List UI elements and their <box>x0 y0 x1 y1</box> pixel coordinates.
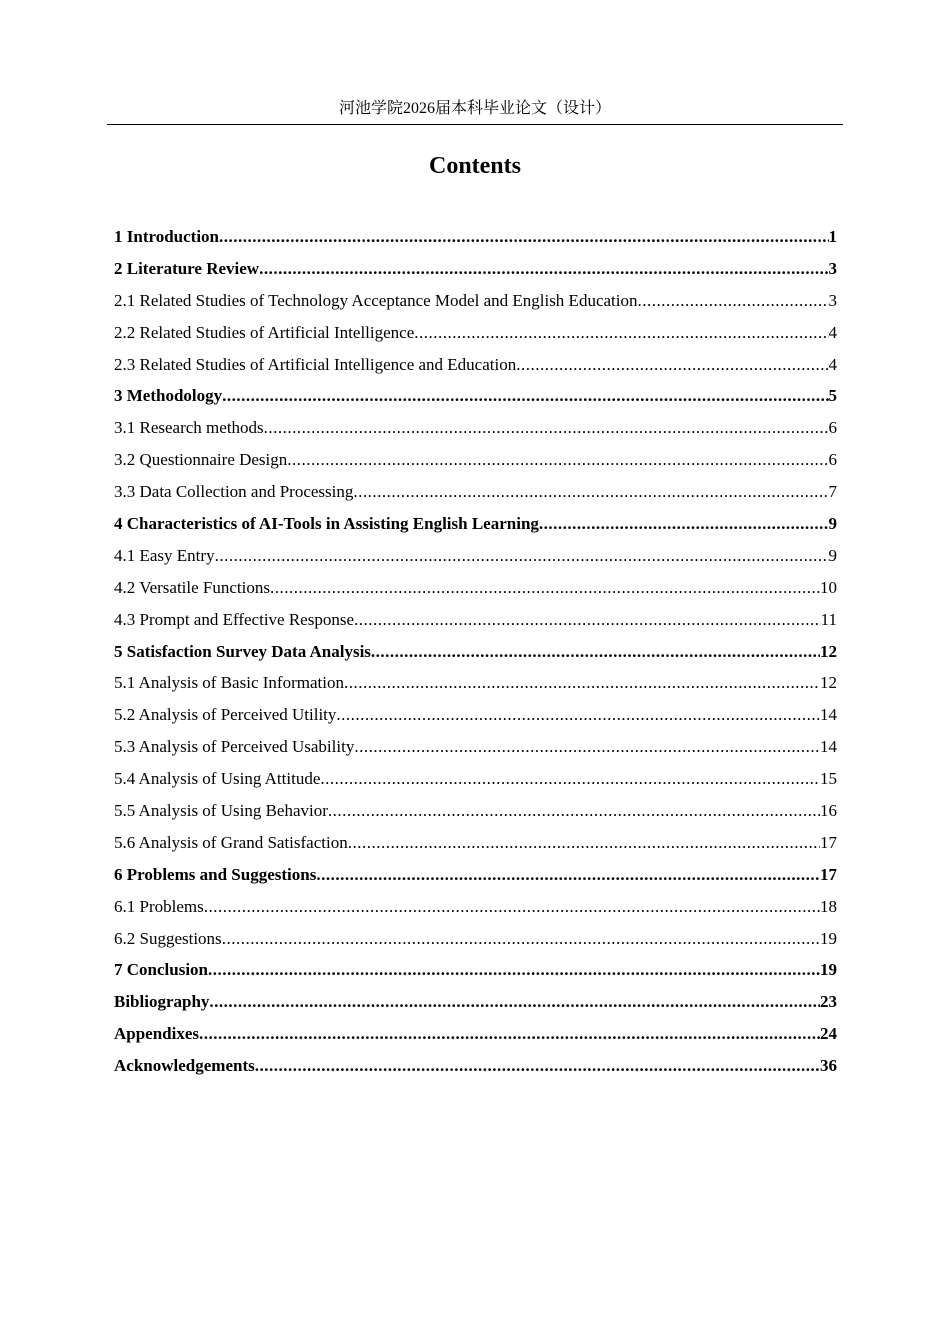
toc-entry-page: 19 <box>820 928 837 948</box>
toc-dot-leader <box>204 892 820 922</box>
toc-entry-page: 19 <box>820 960 837 980</box>
toc-entry[interactable] <box>114 318 837 350</box>
toc-dot-leader <box>348 828 820 858</box>
toc-dot-leader <box>637 286 828 316</box>
toc-entry[interactable] <box>114 222 837 254</box>
toc-entry[interactable] <box>114 637 837 669</box>
toc-entry[interactable] <box>114 1019 837 1051</box>
table-of-contents <box>114 222 837 1083</box>
toc-entry-page: 1 <box>828 227 837 246</box>
toc-entry[interactable] <box>114 828 837 860</box>
toc-entry-label: 5.1 Analysis of Basic Information <box>114 673 344 693</box>
toc-dot-leader <box>264 413 829 443</box>
toc-dot-leader <box>516 350 828 380</box>
toc-entry-label: 2 Literature Review <box>114 258 260 278</box>
toc-entry-page: 17 <box>820 832 837 852</box>
toc-entry-label: 3.1 Research methods <box>114 418 264 438</box>
toc-entry-label: Acknowledgements <box>114 1056 255 1076</box>
toc-entry[interactable] <box>114 286 837 318</box>
toc-entry-label: Appendixes <box>114 1024 200 1044</box>
toc-dot-leader <box>270 573 820 603</box>
toc-entry[interactable] <box>114 541 837 573</box>
toc-dot-leader <box>222 381 828 411</box>
toc-entry-label: 6.2 Suggestions <box>114 928 222 948</box>
toc-entry[interactable] <box>114 987 837 1019</box>
toc-entry-page: 7 <box>828 482 837 502</box>
toc-dot-leader <box>354 732 820 762</box>
header-rule <box>107 124 843 125</box>
toc-entry[interactable] <box>114 668 837 700</box>
toc-entry-page: 12 <box>820 641 837 661</box>
toc-entry-label: 5 Satisfaction Survey Data Analysis <box>114 641 371 661</box>
toc-dot-leader <box>199 1019 820 1049</box>
toc-dot-leader <box>539 509 829 539</box>
toc-entry-label: 5.3 Analysis of Perceived Usability <box>114 737 355 757</box>
toc-dot-leader <box>222 924 820 954</box>
toc-entry-page: 4 <box>828 322 837 342</box>
toc-entry-page: 24 <box>820 1024 837 1044</box>
toc-entry-label: 2.1 Related Studies of Technology Acceptance Model and English Education <box>114 290 638 310</box>
toc-entry-label: 5.4 Analysis of Using Attitude <box>114 769 321 789</box>
toc-dot-leader <box>259 254 828 284</box>
toc-entry[interactable] <box>114 573 837 605</box>
toc-entry-label: 2.3 Related Studies of Artificial Intelligence and Education <box>114 354 517 374</box>
toc-dot-leader <box>287 445 828 475</box>
toc-dot-leader <box>344 668 820 698</box>
toc-entry-page: 36 <box>820 1056 837 1076</box>
toc-entry-page: 10 <box>820 577 837 597</box>
toc-entry-page: 4 <box>828 354 837 374</box>
toc-entry-page: 6 <box>828 418 837 438</box>
toc-entry-label: 5.6 Analysis of Grand Satisfaction <box>114 832 348 852</box>
toc-entry[interactable] <box>114 700 837 732</box>
toc-dot-leader <box>353 477 828 507</box>
toc-entry-page: 3 <box>828 258 837 278</box>
toc-dot-leader <box>209 987 820 1017</box>
toc-dot-leader <box>336 700 820 730</box>
toc-entry-label: 5.5 Analysis of Using Behavior <box>114 801 328 821</box>
toc-entry[interactable] <box>114 509 837 541</box>
toc-entry-label: 4.2 Versatile Functions <box>114 577 270 597</box>
toc-entry-page: 18 <box>820 896 837 916</box>
toc-entry-label: 1 Introduction <box>114 227 220 246</box>
toc-entry-label: 4 Characteristics of AI-Tools in Assisting English Learning <box>114 514 539 534</box>
toc-dot-leader <box>328 796 820 826</box>
toc-entry-page: 6 <box>828 450 837 470</box>
toc-dot-leader <box>215 541 829 571</box>
toc-entry-label: 4.1 Easy Entry <box>114 545 215 565</box>
toc-entry-label: 3.3 Data Collection and Processing <box>114 482 354 502</box>
toc-entry[interactable] <box>114 796 837 828</box>
toc-dot-leader <box>320 764 820 794</box>
toc-entry-page: 11 <box>820 609 837 629</box>
toc-dot-leader <box>208 955 820 985</box>
toc-entry-label: 3 Methodology <box>114 386 223 406</box>
toc-entry[interactable] <box>114 381 837 413</box>
toc-entry[interactable] <box>114 605 837 637</box>
toc-dot-leader <box>316 860 820 890</box>
toc-entry[interactable] <box>114 955 837 987</box>
toc-entry[interactable] <box>114 1051 837 1083</box>
toc-entry-label: 5.2 Analysis of Perceived Utility <box>114 705 337 725</box>
toc-entry[interactable] <box>114 860 837 892</box>
toc-dot-leader <box>219 222 828 252</box>
page-title: Contents <box>428 153 521 179</box>
toc-entry[interactable] <box>114 764 837 796</box>
toc-entry[interactable] <box>114 413 837 445</box>
toc-entry[interactable] <box>114 477 837 509</box>
toc-entry-label: 6.1 Problems <box>114 896 204 916</box>
toc-entry-label: 2.2 Related Studies of Artificial Intelligence <box>114 322 415 342</box>
toc-dot-leader <box>255 1051 820 1081</box>
toc-entry[interactable] <box>114 445 837 477</box>
toc-entry-page: 17 <box>820 864 837 884</box>
toc-entry-page: 14 <box>820 737 837 757</box>
toc-entry-page: 9 <box>828 545 837 565</box>
toc-entry-label: 3.2 Questionnaire Design <box>114 450 288 470</box>
toc-entry-page: 5 <box>828 386 837 406</box>
toc-entry-page: 23 <box>820 992 837 1012</box>
toc-entry-page: 9 <box>828 514 837 534</box>
toc-entry-page: 3 <box>828 290 837 310</box>
toc-entry[interactable] <box>114 254 837 286</box>
toc-entry-page: 14 <box>820 705 837 725</box>
toc-entry-label: 4.3 Prompt and Effective Response <box>114 609 355 629</box>
toc-dot-leader <box>354 605 821 635</box>
toc-dot-leader <box>414 318 828 348</box>
toc-entry-label: 7 Conclusion <box>114 960 208 980</box>
toc-entry[interactable] <box>114 924 837 956</box>
toc-entry-label: 6 Problems and Suggestions <box>114 864 317 884</box>
toc-entry-page: 15 <box>820 769 837 789</box>
toc-entry[interactable] <box>114 350 837 382</box>
running-header: 河池学院2026届本科毕业论文（设计） <box>338 100 611 117</box>
toc-dot-leader <box>371 637 820 667</box>
toc-entry-page: 12 <box>820 673 837 693</box>
toc-entry-label: Bibliography <box>114 992 210 1012</box>
toc-entry[interactable] <box>114 732 837 764</box>
toc-entry[interactable] <box>114 892 837 924</box>
toc-entry-page: 16 <box>820 801 837 821</box>
